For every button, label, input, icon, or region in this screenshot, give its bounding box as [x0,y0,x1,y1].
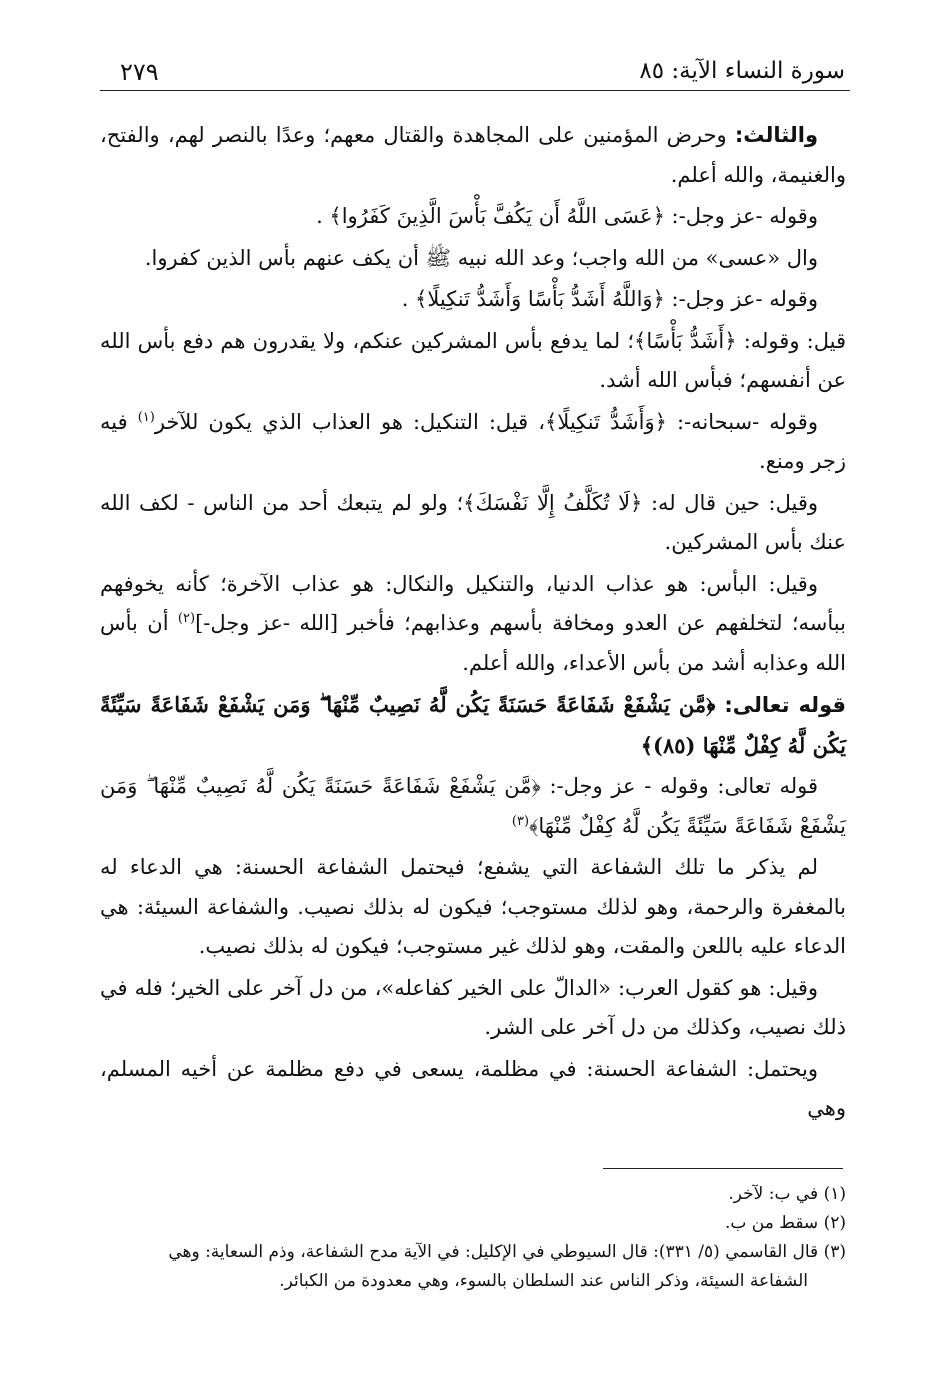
page-number: ٢٧٩ [120,58,159,86]
verse-label: قوله تعالى: [724,693,846,717]
page-header [100,50,850,91]
paragraph-label: والثالث: [734,123,818,147]
footnote-divider [603,1168,843,1169]
footnotes [100,1180,846,1296]
paragraph-6 [100,403,846,482]
paragraph-10: لم يذكر ما تلك الشفاعة التي يشفع؛ فيحتمل الشفاعة الحسنة: هي الدعاء له بالمغفرة والرحمة، وهو لذلك مستوجب؛ فيكون له بذلك نصيب. والشفاعة السيئة: هي الدعاء عليه باللعن والمقت، وهو لذلك غير مستوجب؛ فيكون له بذلك نصيب. [100,855,846,958]
paragraph-8 [100,565,846,684]
footnote-ref-3: (٣) [511,813,530,829]
footnote-ref-1: (١) [137,409,155,425]
paragraph-9 [100,767,846,846]
paragraph-5: قيل: وقوله: ﴿أَشَدُّ بَأْسًا﴾؛ لما يدفع بأس المشركين عنكم، ولا يقدرون هم دفع بأس الله عن أنفسهم؛ فبأس الله أشد. [100,328,846,392]
paragraph-3: وال «عسى» من الله واجب؛ وعد الله نبيه ﷺ أن يكف عنهم بأس الذين كفروا. [144,245,818,270]
footnote-3: (٣) قال القاسمي (٥/ ٣٣١): قال السيوطي في الإكليل: في الآية مدح الشفاعة، وذم السعاية: وهي [168,1242,846,1262]
paragraph-text-end: أن بأس الله وعذابه أشد من بأس الأعداء، والله أعلم. [100,611,846,675]
paragraph-1 [100,116,846,195]
verse-text: ﴿مَّن يَشْفَعْ شَفَاعَةً حَسَنَةً يَكُن لَّهُ نَصِيبٌ مِّنْهَا ۖ وَمَن يَشْفَعْ شَفَاعَةً سَيِّئَةً يَكُن لَّهُ كِفْلٌ مِّنْهَا (٨٥)﴾ [100,692,846,758]
main-text [100,116,846,1131]
paragraph-12: ويحتمل: الشفاعة الحسنة: في مظلمة، يسعى في دفع مظلمة عن أخيه المسلم، وهي [100,1056,846,1120]
footnote-3-continuation: الشفاعة السيئة، وذكر الناس عند السلطان بالسوء، وهي معدودة من الكبائر. [279,1271,808,1291]
paragraph-text: قوله تعالى: وقوله - عز وجل-: ﴿مَّن يَشْفَعْ شَفَاعَةً حَسَنَةً يَكُن لَّهُ نَصِيبٌ مِّنْهَا ۖ وَمَن يَشْفَعْ شَفَاعَةً سَيِّئَةً يَكُن لَّهُ كِفْلٌ مِّنْهَا﴾ [100,774,846,838]
paragraph-11: وقيل: هو كقول العرب: «الدالّ على الخير كفاعله»، من دل آخر على الخير؛ فله في ذلك نصيب، وكذلك من دل آخر على الشر. [100,975,846,1039]
running-title: سورة النساء الآية: ٨٥ [639,58,845,84]
paragraph-7: وقيل: حين قال له: ﴿لَا تُكَلَّفُ إِلَّا نَفْسَكَ﴾؛ ولو لم يتبعك أحد من الناس - لكف الله عنك بأس المشركين. [100,490,846,554]
paragraph-2: وقوله -عز وجل-: ﴿عَسَى اللَّهُ أَن يَكُفَّ بَأْسَ الَّذِينَ كَفَرُوا﴾ . [316,204,818,228]
paragraph-text: وقوله -سبحانه-: ﴿وَأَشَدُّ تَنكِيلًا﴾، قيل: التنكيل: هو العذاب الذي يكون للآخر [154,409,818,434]
footnote-1: (١) في ب: لآخر. [728,1184,846,1204]
paragraph-text-end: فيه زجر ومنع. [100,409,846,473]
paragraph-4: وقوله -عز وجل-: ﴿وَاللَّهُ أَشَدُّ بَأْسًا وَأَشَدُّ تَنكِيلًا﴾ . [401,287,818,311]
footnote-2: (٢) سقط من ب. [724,1213,846,1233]
footnote-ref-2: (٢) [177,611,196,626]
verse-heading [100,685,846,765]
paragraph-text: وقيل: البأس: هو عذاب الدنيا، والتنكيل والنكال: هو عذاب الآخرة؛ كأنه يخوفهم ببأسه؛ لتخلفهم عن العدو ومخافة بأسهم وعذابهم؛ فأخبر [الله -عز وجل-] [100,571,846,635]
paragraph-text: وحرض المؤمنين على المجاهدة والقتال معهم؛ وعدًا بالنصر لهم، والفتح، والغنيمة، والله أعلم. [100,123,846,187]
